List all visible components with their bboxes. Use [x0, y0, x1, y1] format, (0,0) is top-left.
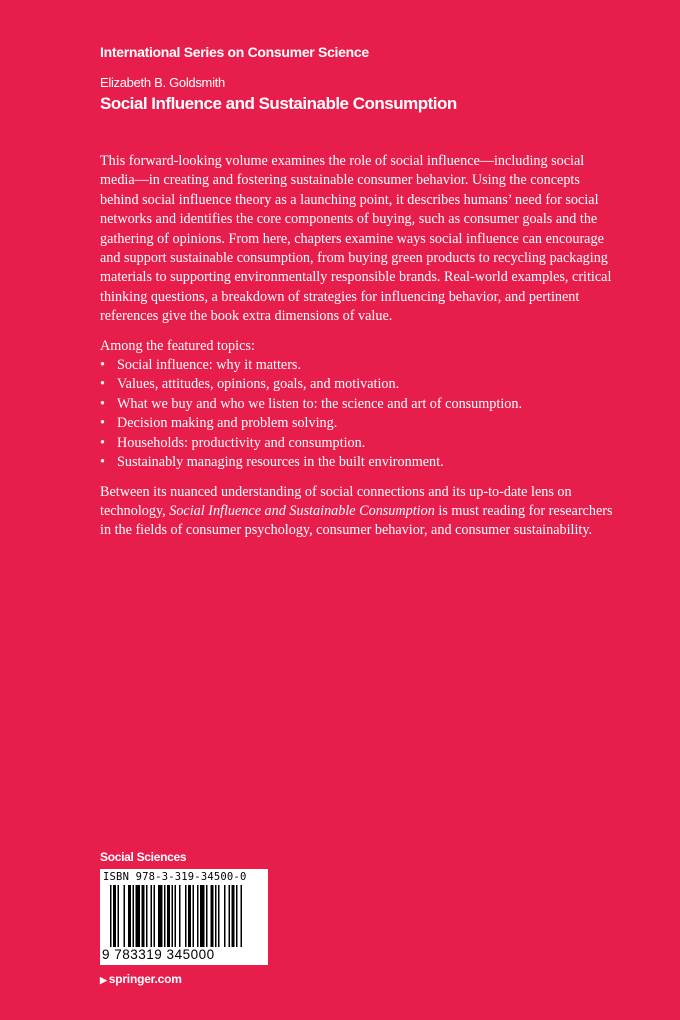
description-paragraph: This forward-looking volume examines the role of social influence—including social media—in creating and fostering sustainable consumer behavior. Using the concepts behind social influence theory as a launching point, it describes humans’ need for social networks and identifies the core components of buying, such as consumer goals and the gathering of opinions. From here, chapters examine ways social influence can encourage and support sustainable consumption, from buying green products to recycling packaging materials to supporting environmentally responsible brands. Real-world examples, critical thinking questions, a breakdown of strategies for influencing behavior, and pertinent references give the book extra dimensions of value.: [100, 153, 612, 325]
author-name: Elizabeth B. Goldsmith: [100, 75, 225, 90]
list-item: • Sustainably managing resources in the built environment.: [100, 453, 622, 472]
list-item: • What we buy and who we listen to: the science and art of consumption.: [100, 395, 622, 414]
bullet-icon: •: [100, 454, 105, 471]
bullet-icon: •: [100, 376, 105, 393]
list-item: • Values, attitudes, opinions, goals, and motivation.: [100, 375, 622, 394]
barcode-digits: 9 783319 345000: [102, 947, 215, 962]
subject-category: Social Sciences: [100, 850, 187, 864]
book-title: Social Influence and Sustainable Consumption: [100, 94, 457, 113]
bullet-icon: •: [100, 357, 105, 374]
topics-intro: Among the featured topics:: [100, 337, 255, 354]
barcode-box: [100, 869, 268, 965]
closing-paragraph: Between its nuanced understanding of social connections and its up-to-date lens on technology, Social Influence and Sustainable Consumption is must reading for researchers in the fields of consumer psychology, consumer behavior, and consumer sustainability.: [100, 483, 613, 539]
description: [100, 152, 622, 551]
isbn-text: ISBN 978-3-319-34500-0: [103, 871, 247, 883]
list-item: • Social influence: why it matters.: [100, 356, 622, 375]
list-item: • Decision making and problem solving.: [100, 414, 622, 433]
series-title: International Series on Consumer Science: [100, 44, 369, 60]
bullet-icon: •: [100, 415, 105, 432]
topics-list: [100, 356, 622, 472]
closing-book-title: Social Influence and Sustainable Consumption: [169, 502, 435, 519]
list-item: • Households: productivity and consumption.: [100, 434, 622, 453]
bullet-icon: •: [100, 434, 105, 451]
website-link[interactable]: ▶ springer.com: [100, 972, 182, 986]
triangle-right-icon: ▶: [100, 975, 107, 985]
barcode-icon: [110, 885, 260, 947]
bullet-icon: •: [100, 395, 105, 412]
